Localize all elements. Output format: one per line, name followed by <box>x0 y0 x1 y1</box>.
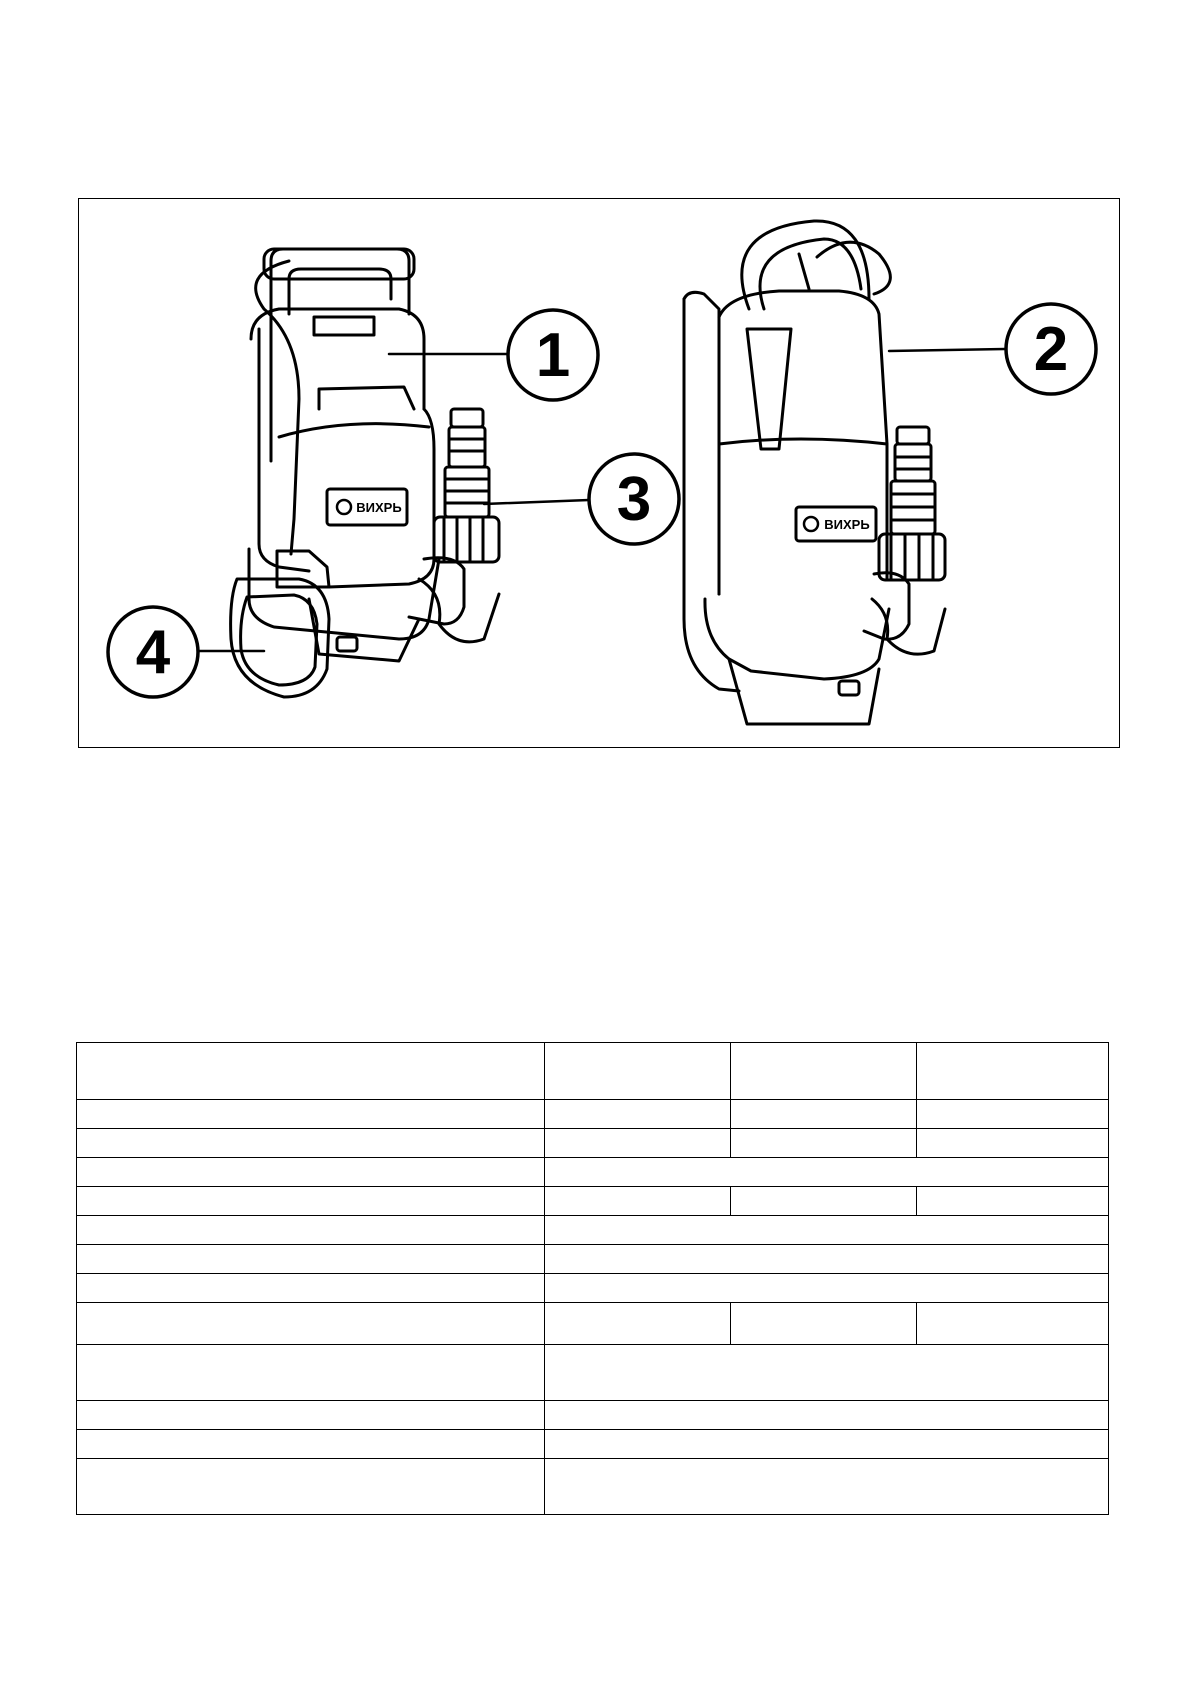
row-label-cell <box>77 1158 545 1187</box>
row-label-cell <box>77 1303 545 1345</box>
row-label-cell <box>77 1401 545 1430</box>
specifications-table <box>76 1042 1109 1515</box>
row-label-cell <box>77 1345 545 1401</box>
value-cell <box>545 1043 731 1100</box>
pump-illustration <box>79 199 1121 749</box>
callout-number: 4 <box>135 618 171 687</box>
value-cell <box>917 1100 1109 1129</box>
row-label-cell <box>77 1430 545 1459</box>
value-cell <box>545 1129 731 1158</box>
brand-label-right: ВИХРЬ <box>824 517 870 532</box>
table-row <box>77 1430 1109 1459</box>
value-cell <box>545 1158 1109 1187</box>
value-cell <box>545 1303 731 1345</box>
callout-number: 2 <box>1033 315 1069 384</box>
callout-4 <box>108 607 198 697</box>
callout-number: 1 <box>535 321 571 390</box>
value-cell <box>731 1043 917 1100</box>
row-label-cell <box>77 1100 545 1129</box>
value-cell <box>917 1129 1109 1158</box>
callout-number: 3 <box>616 465 652 534</box>
value-cell <box>731 1100 917 1129</box>
value-cell <box>545 1245 1109 1274</box>
table-row <box>77 1274 1109 1303</box>
value-cell <box>731 1129 917 1158</box>
value-cell <box>917 1303 1109 1345</box>
row-label-cell <box>77 1187 545 1216</box>
value-cell <box>545 1459 1109 1515</box>
row-label-cell <box>77 1129 545 1158</box>
value-cell <box>731 1303 917 1345</box>
table-row <box>77 1129 1109 1158</box>
table-row <box>77 1459 1109 1515</box>
row-label-cell <box>77 1459 545 1515</box>
value-cell <box>545 1401 1109 1430</box>
product-figure-frame <box>78 198 1120 748</box>
table-row <box>77 1401 1109 1430</box>
value-cell <box>545 1100 731 1129</box>
table-row <box>77 1187 1109 1216</box>
value-cell <box>917 1043 1109 1100</box>
row-label-cell <box>77 1216 545 1245</box>
table-row <box>77 1245 1109 1274</box>
row-label-cell <box>77 1274 545 1303</box>
table-row <box>77 1345 1109 1401</box>
value-cell <box>731 1187 917 1216</box>
specifications-table-body <box>77 1043 1109 1515</box>
value-cell <box>545 1216 1109 1245</box>
row-label-cell <box>77 1043 545 1100</box>
table-row <box>77 1158 1109 1187</box>
callout-1 <box>508 310 598 400</box>
callout-2 <box>1006 304 1096 394</box>
row-label-cell <box>77 1245 545 1274</box>
table-row <box>77 1043 1109 1100</box>
value-cell <box>545 1345 1109 1401</box>
value-cell <box>917 1187 1109 1216</box>
callout-3 <box>589 454 679 544</box>
value-cell <box>545 1187 731 1216</box>
pump-without-float-switch <box>684 221 1005 724</box>
brand-label-left: ВИХРЬ <box>356 500 402 515</box>
table-row <box>77 1100 1109 1129</box>
value-cell <box>545 1430 1109 1459</box>
table-row <box>77 1216 1109 1245</box>
table-row <box>77 1303 1109 1345</box>
value-cell <box>545 1274 1109 1303</box>
